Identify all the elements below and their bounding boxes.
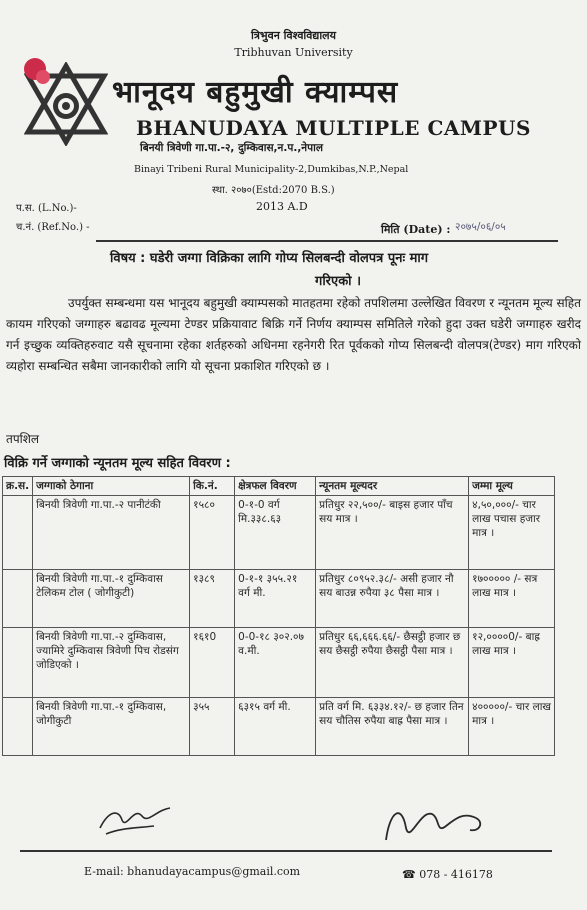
footer-divider — [20, 850, 552, 852]
header-divider — [96, 240, 558, 242]
university-name-en: Tribhuvan University — [234, 46, 353, 59]
cell-kitta: १५८० — [190, 496, 235, 570]
notice-body — [6, 293, 581, 377]
cell-total: ४,५०,०००/- चार लाख पचास हजार मात्र । — [469, 496, 555, 570]
cell-rate: प्रति वर्ग मि. ६३३४.१२/- छ हजार तिन सय चौतिस रुपैया बाह्र पैसा मात्र । — [316, 698, 469, 756]
col-header-kitta: कि.नं. — [190, 477, 235, 496]
pushpin-head — [36, 70, 50, 84]
signature-mark — [380, 800, 492, 848]
letter-number: प.स. (L.No.)- — [16, 203, 77, 214]
col-header-area: क्षेत्रफल विवरण — [235, 477, 316, 496]
table-title: विक्रि गर्ने जग्गाको न्यूनतम मूल्य सहित विवरण : — [4, 456, 231, 471]
cell-area: 0-१-१ ३५५.२१ वर्ग मी. — [235, 570, 316, 628]
cell-sn — [3, 628, 33, 698]
table-row — [3, 628, 555, 698]
date-label: मिति (Date) : — [381, 223, 451, 236]
footer-phone: ☎ 078 - 416178 — [402, 868, 493, 881]
cell-area: 0-0-१८ ३०२.०७ व.मी. — [235, 628, 316, 698]
cell-rate: प्रतिधुर ६६,६६६.६६/- छैसट्ठी हजार छ सय छैसट्ठी रुपैया छैसट्ठी पैसा मात्र । — [316, 628, 469, 698]
body-paragraph: उपर्युक्त सम्बन्धमा यस भानूदय बहुमुखी क्याम्पसको मातहतमा रहेको तपशिलमा उल्लेखित विवरण र न्यूनतम मूल्य सहित कायम गरिएको जग्गाहरु बढावढ मूल्यमा टेण्डर प्रक्रियावाट बिक्रि गर्ने निर्णय क्याम्पस समितिले गरेको हुदा उक्त घडेरी जग्गाहरु खरीद गर्न इच्छुक व्यक्तिहरुवाट यसै सूचनामा रहेका शर्तहरुको अधिनमा रहनेगरी रित पूर्वकको गोप्य सिलबन्दी वोलपत्र(टेण्डर) माग गरिएको व्यहोरा सम्बन्धित सबैमा जानकारीको लागि यो सूचना प्रकाशित गरिएको छ । — [6, 296, 581, 373]
cell-total: १२,००००0/- बाह्र लाख मात्र । — [469, 628, 555, 698]
date-value: २०७५/०६/०५ — [455, 221, 506, 233]
schedule-heading: तपशिल — [6, 432, 40, 446]
table-row — [3, 496, 555, 570]
subject-line — [110, 247, 572, 293]
cell-kitta: १३८९ — [190, 570, 235, 628]
address-en: Binayi Tribeni Rural Municipality-2,Dumkibas,N.P.,Nepal — [134, 164, 409, 175]
col-header-total: जम्मा मूल्य — [469, 477, 555, 496]
land-details-table — [2, 476, 555, 756]
col-header-rate: न्यूनतम मूल्यदर — [316, 477, 469, 496]
cell-area: ६३१५ वर्ग मी. — [235, 698, 316, 756]
cell-rate: प्रतिधुर ८०९५२.३८/- असी हजार नौ सय बाउन्न रुपैया ३८ पैसा मात्र । — [316, 570, 469, 628]
subject-line-1: विषय : घडेरी जग्गा विक्रिका लागि गोप्य सिलबन्दी वोलपत्र पूनः माग — [110, 251, 429, 266]
cell-location: बिनयी त्रिवेणी गा.पा.-२ पानीटंकी — [33, 496, 190, 570]
established-year-ad: 2013 A.D — [256, 200, 308, 213]
campus-name-np: भानूदय बहुमुखी क्याम्पस — [112, 75, 399, 110]
cell-rate: प्रतिधुर २२,५००/- बाइस हजार पाँच सय मात्र । — [316, 496, 469, 570]
cell-kitta: १६१0 — [190, 628, 235, 698]
reference-number: च.नं. (Ref.No.) - — [16, 222, 90, 233]
table-row — [3, 570, 555, 628]
col-header-sn: क्र.स. — [3, 477, 33, 496]
col-header-location: जग्गाको ठेगाना — [33, 477, 190, 496]
campus-name-en: BHANUDAYA MULTIPLE CAMPUS — [136, 116, 531, 140]
subject-line-2: गरिएको । — [315, 274, 361, 289]
established-date: स्था. २०७०(Estd:2070 B.S.) — [212, 185, 335, 196]
cell-total: १७००००० /- सत्र लाख मात्र । — [469, 570, 555, 628]
cell-sn — [3, 570, 33, 628]
table-header-row — [3, 477, 555, 496]
table-row — [3, 698, 555, 756]
address-np: बिनयी त्रिवेणी गा.पा.-२, दुम्किवास,न.प.,नेपाल — [140, 142, 323, 154]
university-name-np: त्रिभुवन विश्वविद्यालय — [250, 29, 337, 42]
cell-location: बिनयी त्रिवेणी गा.पा.-१ दुम्किवास टेलिकम टोल ( जोगीकुटी) — [33, 570, 190, 628]
cell-location: बिनयी त्रिवेणी गा.पा.-२ दुम्किवास, ज्यामिरे दुम्किवास त्रिवेणी पिच रोडसंग जोडिएको । — [33, 628, 190, 698]
cell-kitta: ३५५ — [190, 698, 235, 756]
cell-area: 0-१-0 वर्ग मि.३३८.६३ — [235, 496, 316, 570]
cell-location: बिनयी त्रिवेणी गा.पा.-१ दुम्किवास, जोगीकुटी — [33, 698, 190, 756]
cell-sn — [3, 698, 33, 756]
cell-sn — [3, 496, 33, 570]
cell-total: ४०००००/- चार लाख मात्र । — [469, 698, 555, 756]
footer-email: E-mail: bhanudayacampus@gmail.com — [84, 865, 301, 878]
signature-mark — [96, 798, 174, 838]
